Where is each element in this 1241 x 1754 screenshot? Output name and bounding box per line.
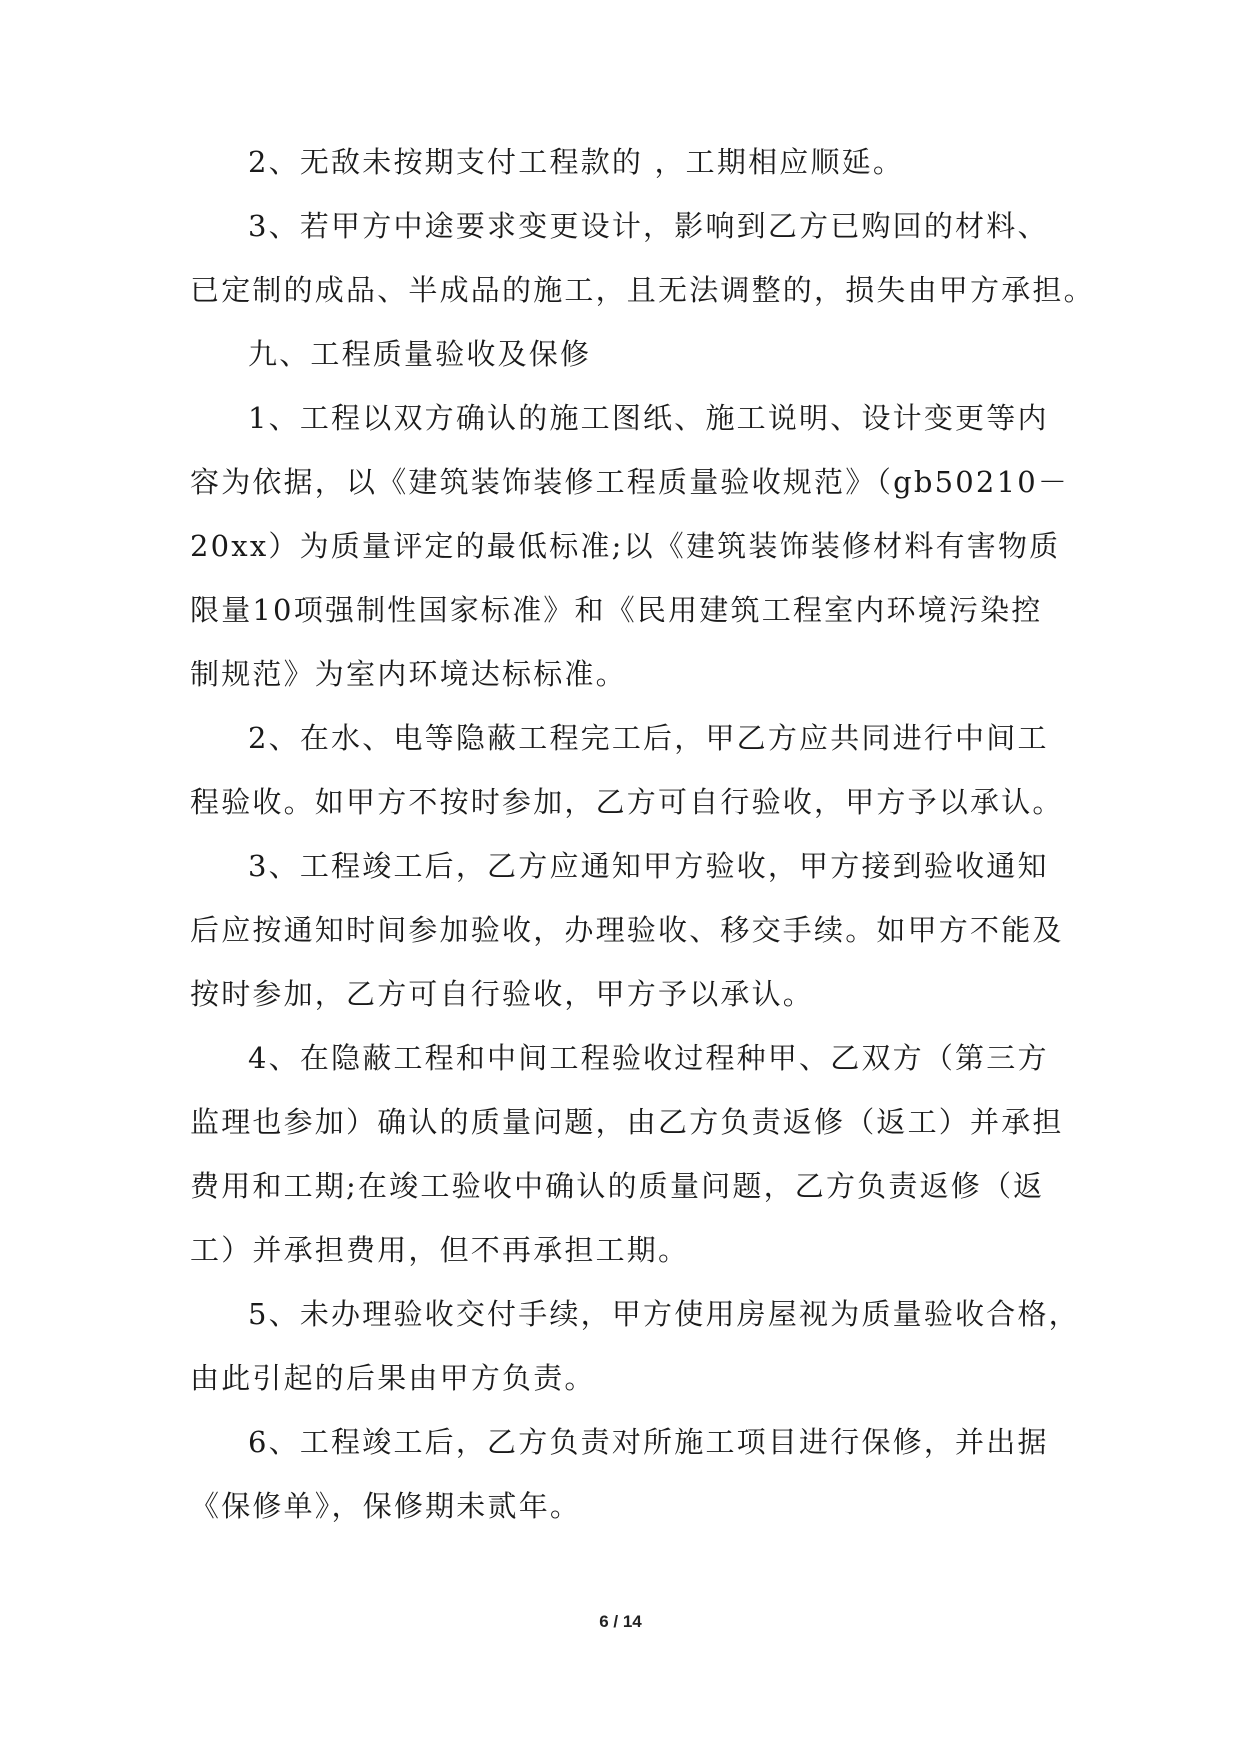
paragraph-warranty [190, 1410, 1070, 1538]
text-line: 由此引起的后果由甲方负责。 [190, 1361, 596, 1395]
text-line: 5、未办理验收交付手续，甲方使用房屋视为质量验收合格， [248, 1297, 1080, 1331]
text-line: 九、工程质量验收及保修 [248, 337, 592, 371]
page-number: 6 / 14 [599, 1612, 642, 1631]
paragraph-quality-issues [190, 1026, 1070, 1282]
text-line: 2、无敌未按期支付工程款的 ，工期相应顺延。 [248, 145, 905, 179]
text-line: 限量10项强制性国家标准》和《民用建筑工程室内环境污染控 [190, 593, 1043, 627]
text-line: 制规范》为室内环境达标标准。 [190, 657, 627, 691]
text-line: 2、在水、电等隐蔽工程完工后，甲乙方应共同进行中间工 [248, 721, 1049, 755]
text-line: 监理也参加）确认的质量问题，由乙方负责返修（返工）并承担 [190, 1105, 1064, 1139]
paragraph-delay-payment [190, 130, 1070, 194]
text-line: 按时参加，乙方可自行验收，甲方予以承认。 [190, 977, 815, 1011]
text-line: 3、若甲方中途要求变更设计，影响到乙方已购回的材料、 [248, 209, 1049, 243]
text-line: 费用和工期;在竣工验收中确认的质量问题，乙方负责返修（返 [190, 1169, 1045, 1203]
paragraph-unaccepted-use [190, 1282, 1080, 1410]
text-line: 6、工程竣工后，乙方负责对所施工项目进行保修，并出据 [248, 1425, 1049, 1459]
text-line: 容为依据，以《建筑装饰装修工程质量验收规范》（gb50210－ [190, 465, 1070, 499]
paragraph-completion-acceptance [190, 834, 1070, 1026]
text-line: 后应按通知时间参加验收，办理验收、移交手续。如甲方不能及 [190, 913, 1064, 947]
paragraph-acceptance-standards [190, 386, 1070, 706]
paragraph-hidden-works-acceptance [190, 706, 1070, 834]
text-line: 4、在隐蔽工程和中间工程验收过程种甲、乙双方（第三方 [248, 1041, 1049, 1075]
paragraph-design-change [190, 194, 1095, 322]
text-line: 《保修单》，保修期未贰年。 [190, 1489, 582, 1523]
text-line: 工）并承担费用，但不再承担工期。 [190, 1233, 690, 1267]
section-heading-quality-warranty [190, 322, 1070, 386]
text-line: 1、工程以双方确认的施工图纸、施工说明、设计变更等内 [248, 401, 1049, 435]
text-line: 已定制的成品、半成品的施工，且无法调整的，损失由甲方承担。 [190, 273, 1095, 307]
text-line: 20xx）为质量评定的最低标准;以《建筑装饰装修材料有害物质 [190, 529, 1061, 563]
text-line: 程验收。如甲方不按时参加，乙方可自行验收，甲方予以承认。 [190, 785, 1064, 819]
text-line: 3、工程竣工后，乙方应通知甲方验收，甲方接到验收通知 [248, 849, 1049, 883]
